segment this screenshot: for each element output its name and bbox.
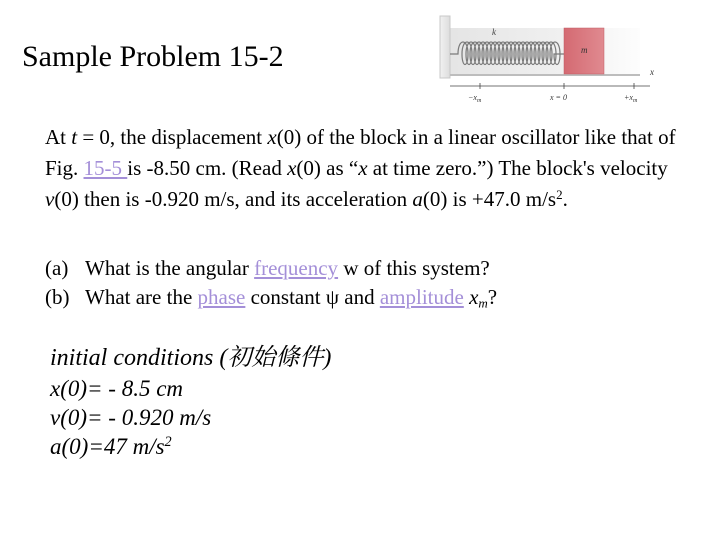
- question-b: (b) What are the phase constant ψ and amplitude $x_m$?: [45, 285, 498, 311]
- initial-x0: x(0)= - 8.5 cm: [50, 376, 184, 401]
- tick-label-pos: $+x_m$: [624, 93, 638, 104]
- figure-link[interactable]: 15-5: [83, 156, 128, 180]
- problem-statement: At t = 0, the displacement x(0) of the block in a linear oscillator like that of Fig. 15-5 is -8.50 cm. (Read x(0) as “x at time zero.”) The block's velocity v(0) then is -0.920 m/s, and its acceleration a(0) is +47.0 $m/s^2$.: [45, 125, 676, 211]
- tick-label-zero: x = 0: [550, 93, 567, 102]
- wall: [440, 16, 450, 78]
- frequency-link[interactable]: frequency: [254, 256, 339, 280]
- initial-v0: v(0)= - 0.920 m/s: [50, 405, 212, 430]
- mass-label: m: [581, 45, 588, 55]
- amplitude-link[interactable]: amplitude: [379, 285, 464, 309]
- initial-conditions-heading: initial conditions (初始條件): [50, 345, 332, 371]
- phase-link[interactable]: phase: [197, 285, 246, 309]
- question-a: (a) What is the angular frequency w of this system?: [45, 256, 490, 280]
- questions: [45, 254, 705, 312]
- tick-label-neg: $-x_m$: [468, 93, 482, 104]
- spring-label: k: [492, 27, 496, 37]
- initial-a0: a(0)=47 $m/s^2$: [50, 434, 172, 459]
- slide-title: Sample Problem 15-2: [22, 40, 284, 73]
- spring-block-figure: [438, 14, 670, 106]
- x-axis-label: x: [650, 67, 654, 77]
- initial-conditions: [50, 344, 331, 461]
- oscillator-diagram: [438, 14, 670, 106]
